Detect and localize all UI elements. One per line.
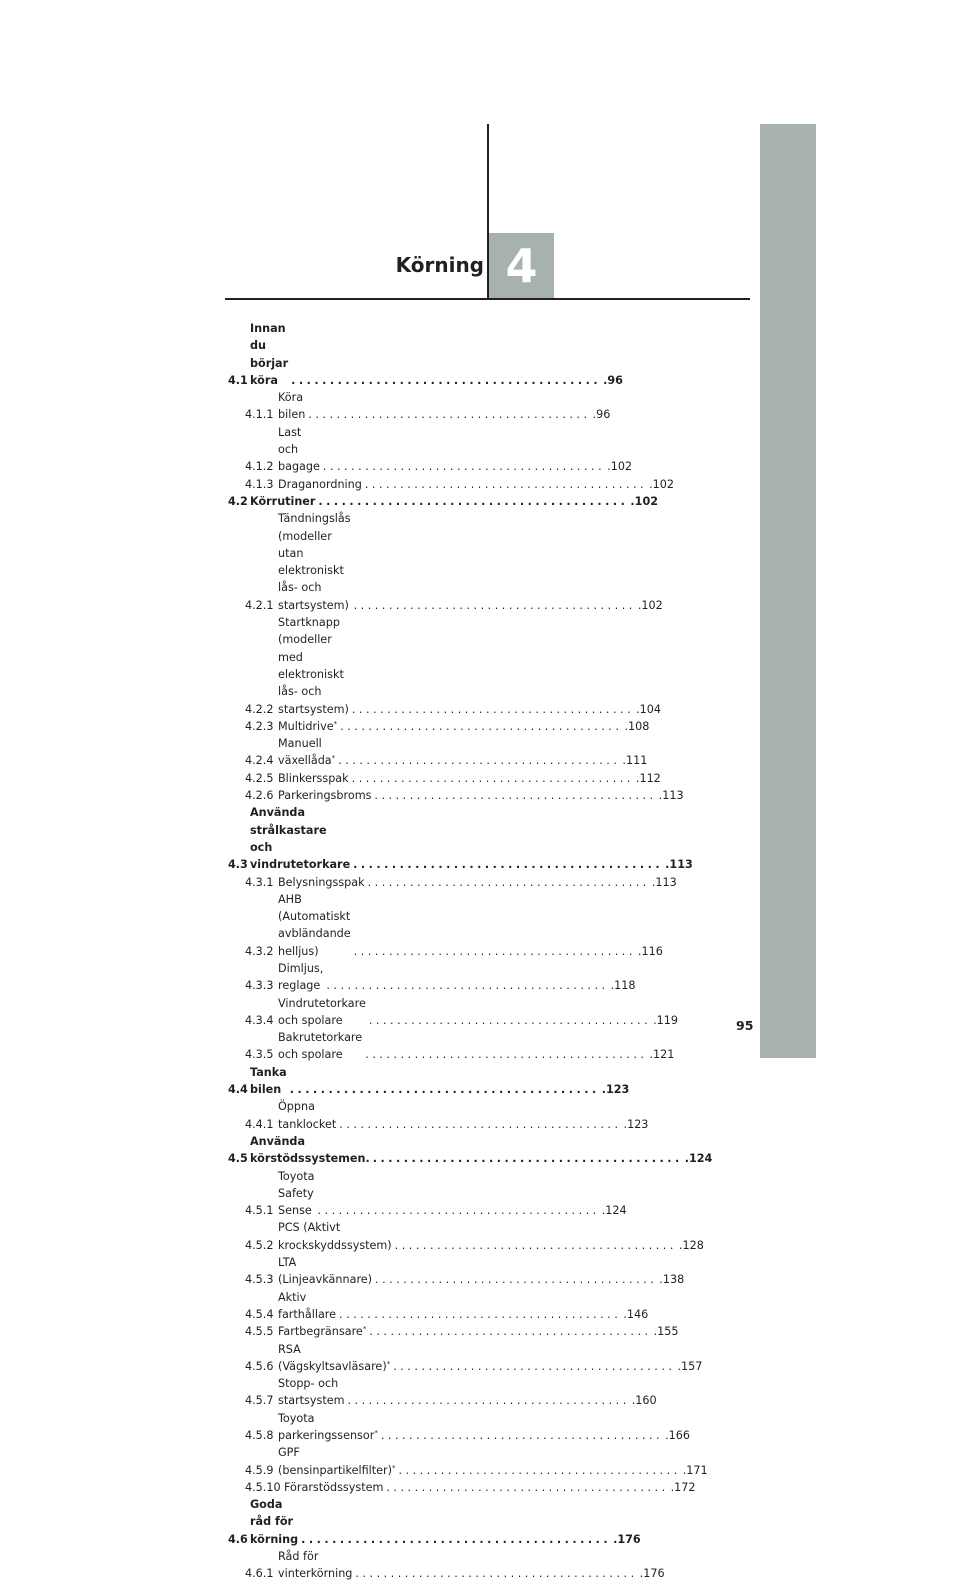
- toc-entry-number: 4.3.1: [245, 875, 274, 889]
- chapter-number: 4: [505, 238, 538, 293]
- toc-leader-dots: ........................................: [375, 1273, 658, 1287]
- toc-entry-number: 4.5.5: [245, 1325, 274, 1339]
- toc-entry-title: Stopp- och startsystem: [278, 1377, 345, 1408]
- toc-entry-page: .111: [622, 754, 648, 768]
- toc-entry-title: Parkeringsbroms: [278, 789, 372, 803]
- footnote-asterisk: *: [391, 1463, 396, 1472]
- toc-entry-page: .102: [637, 598, 663, 612]
- toc-entry-title: GPF (bensinpartikelfilter)*: [278, 1446, 396, 1477]
- toc-entry-4-5-10[interactable]: [228, 1479, 696, 1496]
- toc-entry-page: .160: [631, 1394, 657, 1408]
- toc-entry-4-5-3[interactable]: [228, 1254, 685, 1289]
- toc-entry-4-2-5[interactable]: [228, 770, 661, 787]
- toc-entry-4-2-2[interactable]: [228, 614, 662, 718]
- toc-entry-number: 4.3: [228, 858, 248, 872]
- toc-entry-4-2[interactable]: [228, 493, 659, 510]
- toc-entry-title: RSA (Vägskyltsavläsare)*: [278, 1342, 391, 1373]
- toc-leader-dots: ........................................: [317, 1204, 600, 1218]
- toc-entry-number: 4.6.1: [245, 1567, 274, 1581]
- toc-entry-number: 4.5.10: [245, 1480, 281, 1494]
- toc-leader-dots: ........................................: [393, 1359, 676, 1373]
- toc-entry-page: .123: [623, 1117, 649, 1131]
- toc-entry-title: Innan du börjar köra: [250, 322, 289, 387]
- toc-entry-page: .118: [610, 979, 636, 993]
- toc-entry-page: .102: [649, 477, 675, 491]
- toc-entry-number: 4.1: [228, 373, 248, 387]
- toc-entry-page: .116: [637, 944, 663, 958]
- toc-entry-page: .113: [658, 789, 684, 803]
- toc-entry-page: .124: [684, 1152, 713, 1166]
- toc-leader-dots: ........................................: [372, 1152, 683, 1166]
- toc-entry-4-5-7[interactable]: [228, 1375, 657, 1410]
- toc-entry-page: .123: [601, 1083, 630, 1097]
- toc-leader-dots: ........................................: [308, 408, 591, 422]
- toc-leader-dots: ........................................: [394, 1238, 677, 1252]
- toc-leader-dots: ........................................: [367, 875, 650, 889]
- table-of-contents: [228, 320, 713, 1583]
- toc-entry-number: 4.3.3: [245, 979, 274, 993]
- toc-entry-title: Köra bilen: [278, 391, 306, 422]
- toc-entry-number: 4.5.6: [245, 1359, 274, 1373]
- toc-leader-dots: ........................................: [368, 1013, 652, 1027]
- toc-entry-number: 4.3.2: [245, 944, 274, 958]
- toc-entry-number: 4.4: [228, 1083, 248, 1097]
- toc-entry-number: 4.2.2: [245, 702, 274, 716]
- toc-entry-page: .155: [653, 1325, 679, 1339]
- toc-entry-4-3-2[interactable]: [228, 891, 663, 960]
- toc-entry-page: .108: [624, 719, 650, 733]
- toc-entry-title: Fartbegränsare*: [278, 1325, 367, 1339]
- toc-entry-number: 4.5.1: [245, 1204, 274, 1218]
- toc-entry-title: Dimljus, reglage: [278, 961, 324, 993]
- toc-entry-number: 4.2.6: [245, 789, 274, 803]
- toc-entry-title: PCS (Aktivt krockskyddssystem): [278, 1221, 392, 1252]
- toc-entry-4-2-4[interactable]: [228, 735, 648, 770]
- toc-entry-title: Körrutiner: [250, 494, 316, 508]
- footnote-asterisk: *: [374, 1429, 378, 1437]
- toc-entry-title: Goda råd för körning: [250, 1498, 299, 1546]
- toc-entry-4-1-2[interactable]: [228, 424, 633, 476]
- toc-entry-number: 4.2.5: [245, 771, 274, 785]
- toc-entry-page: .176: [613, 1532, 641, 1546]
- toc-leader-dots: ........................................: [339, 1117, 622, 1131]
- toc-entry-number: 4.5: [228, 1152, 248, 1166]
- toc-entry-title: Råd för vinterkörning: [278, 1550, 353, 1581]
- toc-entry-4-3-5[interactable]: [228, 1029, 675, 1064]
- toc-entry-title: Startknapp (modeller med elektroniskt lås- och startsystem): [278, 616, 349, 716]
- toc-entry-page: .104: [636, 702, 662, 716]
- toc-entry-4-5-5[interactable]: [228, 1323, 679, 1340]
- toc-leader-dots: ........................................: [386, 1480, 669, 1494]
- toc-leader-dots: ........................................: [326, 979, 609, 993]
- toc-entry-title: Använda strålkastare och vindrutetorkare: [250, 806, 351, 872]
- toc-leader-dots: ........................................: [339, 1307, 622, 1321]
- toc-entry-4-4-1[interactable]: [228, 1098, 649, 1133]
- toc-entry-page: .102: [630, 494, 659, 508]
- toc-entry-4-5-8[interactable]: [228, 1410, 690, 1445]
- toc-entry-4-5-4[interactable]: [228, 1289, 649, 1324]
- toc-leader-dots: ........................................: [318, 494, 629, 508]
- toc-entry-page: .157: [677, 1359, 703, 1373]
- toc-entry-4-5-1[interactable]: [228, 1168, 627, 1220]
- toc-entry-4-3[interactable]: [228, 804, 693, 873]
- toc-entry-number: 4.5.4: [245, 1307, 274, 1321]
- toc-leader-dots: ........................................: [355, 1567, 638, 1581]
- toc-leader-dots: ........................................: [322, 460, 606, 474]
- toc-entry-number: 4.5.3: [245, 1273, 274, 1287]
- toc-leader-dots: ........................................: [301, 1532, 612, 1546]
- toc-leader-dots: ........................................: [340, 719, 623, 733]
- toc-leader-dots: ........................................: [351, 702, 635, 716]
- toc-entry-4-4[interactable]: [228, 1064, 630, 1099]
- toc-entry-4-1[interactable]: [228, 320, 623, 389]
- toc-entry-4-3-1[interactable]: [228, 874, 677, 891]
- toc-entry-number: 4.1.3: [245, 477, 274, 491]
- toc-leader-dots: ........................................: [369, 1325, 652, 1339]
- toc-entry-title: Draganordning: [278, 477, 362, 491]
- toc-leader-dots: ........................................: [353, 858, 664, 872]
- toc-entry-page: .96: [603, 373, 623, 387]
- toc-leader-dots: ........................................: [398, 1463, 681, 1477]
- chapter-title: Körning: [395, 253, 484, 277]
- toc-entry-number: 4.2: [228, 494, 248, 508]
- toc-entry-page: .146: [623, 1307, 649, 1321]
- footnote-asterisk: *: [362, 1325, 367, 1334]
- toc-entry-number: 4.4.1: [245, 1117, 274, 1131]
- toc-entry-page: .128: [678, 1238, 704, 1252]
- toc-entry-number: 4.3.4: [245, 1013, 274, 1027]
- toc-entry-number: 4.2.4: [245, 754, 274, 768]
- toc-entry-title: Toyota Safety Sense: [278, 1169, 315, 1218]
- toc-entry-number: 4.5.2: [245, 1238, 274, 1252]
- toc-entry-title: Tändningslås (modeller utan elektroniskt lås- och startsystem): [278, 512, 351, 612]
- toc-entry-page: .96: [592, 408, 611, 422]
- toc-leader-dots: ........................................: [353, 944, 636, 958]
- toc-entry-page: .121: [649, 1048, 675, 1062]
- toc-entry-4-6[interactable]: [228, 1496, 641, 1548]
- toc-entry-4-2-1[interactable]: [228, 510, 663, 614]
- toc-entry-page: .172: [670, 1480, 696, 1494]
- toc-entry-4-5[interactable]: [228, 1133, 713, 1168]
- toc-entry-number: 4.5.8: [245, 1429, 274, 1442]
- chapter-side-tab: [760, 124, 816, 1058]
- toc-entry-number: 4.2.3: [245, 719, 274, 733]
- toc-entry-title: AHB (Automatiskt avbländande helljus): [278, 892, 351, 958]
- toc-entry-page: .124: [601, 1204, 627, 1218]
- toc-entry-page: .176: [639, 1567, 665, 1581]
- toc-entry-title: Förarstödssystem: [284, 1480, 384, 1494]
- toc-entry-title: Använda körstödssystemen.: [250, 1134, 370, 1166]
- toc-entry-number: 4.1.2: [245, 460, 274, 474]
- footnote-asterisk: *: [386, 1359, 391, 1368]
- toc-entry-title: LTA (Linjeavkännare): [278, 1256, 373, 1287]
- toc-entry-number: 4.1.1: [245, 408, 274, 422]
- page-number: 95: [736, 1018, 754, 1033]
- toc-entry-4-1-3[interactable]: [228, 476, 675, 493]
- toc-entry-title: Toyota parkeringssensor*: [278, 1411, 378, 1442]
- toc-entry-title: Vindrutetorkare och spolare: [278, 996, 366, 1027]
- toc-entry-4-5-2[interactable]: [228, 1219, 704, 1254]
- toc-entry-4-3-4[interactable]: [228, 995, 679, 1030]
- footnote-asterisk: *: [331, 754, 336, 763]
- toc-leader-dots: ........................................: [380, 1429, 664, 1442]
- footnote-asterisk: *: [333, 719, 338, 728]
- toc-leader-dots: ........................................: [353, 598, 636, 612]
- toc-entry-4-2-3[interactable]: [228, 718, 650, 735]
- toc-leader-dots: ........................................: [351, 771, 634, 785]
- toc-leader-dots: ........................................: [338, 754, 621, 768]
- toc-entry-title: Last och bagage: [278, 425, 320, 474]
- toc-entry-title: Blinkersspak: [278, 771, 349, 785]
- toc-entry-number: 4.5.7: [245, 1394, 274, 1408]
- toc-entry-title: Öppna tanklocket: [278, 1100, 337, 1131]
- toc-entry-title: Aktiv farthållare: [278, 1290, 337, 1321]
- toc-entry-page: .171: [682, 1463, 708, 1477]
- toc-entry-title: Tanka bilen: [250, 1065, 287, 1097]
- toc-entry-title: Multidrive*: [278, 719, 338, 733]
- toc-entry-4-6-1[interactable]: [228, 1548, 665, 1583]
- toc-entry-number: 4.6: [228, 1532, 248, 1546]
- toc-leader-dots: ........................................: [347, 1394, 630, 1408]
- toc-entry-page: .102: [607, 460, 633, 474]
- toc-leader-dots: ........................................: [364, 477, 648, 491]
- toc-leader-dots: ........................................: [374, 789, 657, 803]
- toc-entry-4-1-1[interactable]: [228, 389, 611, 424]
- toc-entry-4-2-6[interactable]: [228, 787, 684, 804]
- toc-leader-dots: ........................................: [365, 1048, 648, 1062]
- toc-entry-page: .166: [665, 1429, 690, 1442]
- toc-leader-dots: ........................................: [291, 373, 602, 387]
- toc-entry-number: 4.3.5: [245, 1048, 274, 1062]
- toc-entry-page: .112: [635, 771, 661, 785]
- toc-entry-page: .113: [651, 875, 677, 889]
- toc-entry-title: Bakrutetorkare och spolare: [278, 1031, 363, 1062]
- chapter-number-box: [489, 233, 554, 298]
- toc-entry-page: .138: [659, 1273, 685, 1287]
- toc-entry-number: 4.5.9: [245, 1463, 274, 1477]
- toc-entry-page: .113: [665, 858, 693, 872]
- toc-entry-title: Manuell växellåda*: [278, 737, 336, 768]
- toc-entry-4-5-6[interactable]: [228, 1341, 703, 1376]
- toc-entry-page: .119: [653, 1013, 679, 1027]
- toc-leader-dots: ........................................: [289, 1083, 600, 1097]
- toc-entry-number: 4.2.1: [245, 598, 274, 612]
- toc-entry-4-5-9[interactable]: [228, 1444, 708, 1479]
- header-horizontal-rule: [225, 298, 750, 300]
- toc-entry-title: Belysningsspak: [278, 875, 365, 889]
- toc-entry-4-3-3[interactable]: [228, 960, 636, 995]
